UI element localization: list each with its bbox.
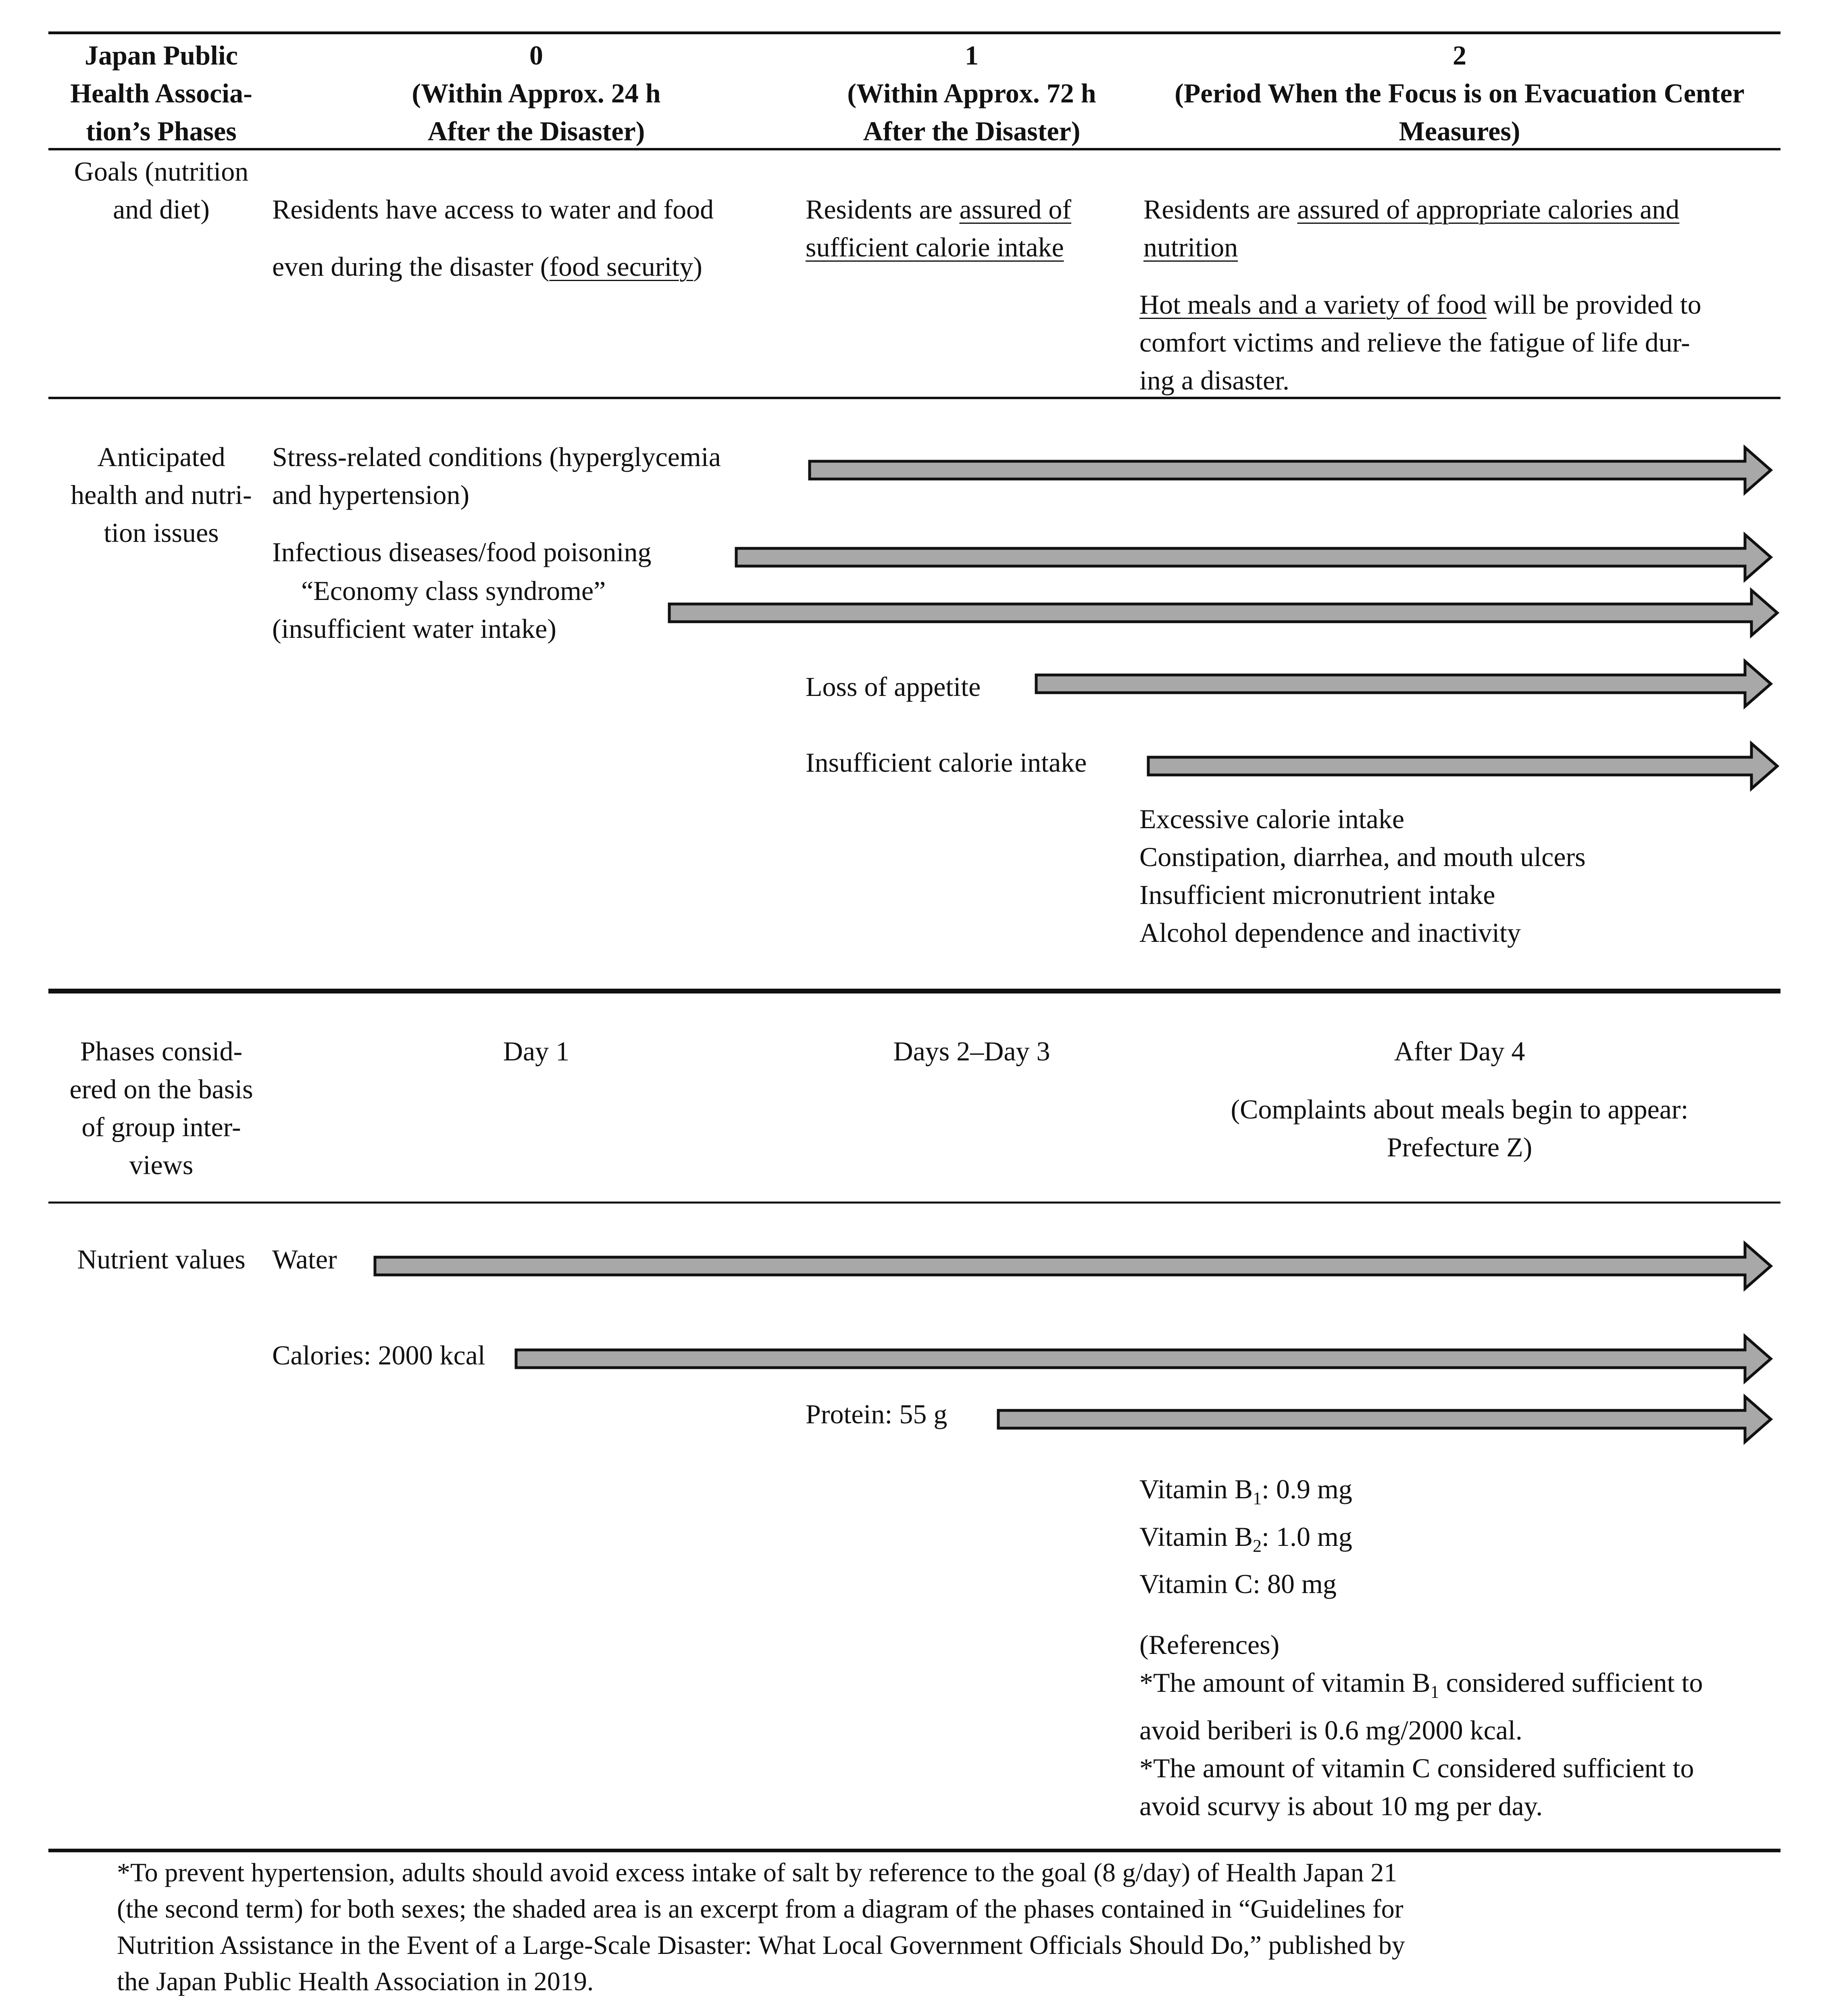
- issues-label: Anticipated health and nutri- tion issues: [71, 442, 252, 548]
- arrow-infectious-diseases: [735, 533, 1772, 581]
- nutrient-vitamins: Vitamin $B_1$: 0.9 mg Vitamin $B_2$: 1.0 mg Vitamin C: 80 mg: [1139, 1474, 1352, 1599]
- issue-later-list: Excessive calorie intake Constipation, diarrhea, and mouth ulcers Insufficient micronutrient intake Alcohol dependence and inactivity: [1139, 804, 1586, 948]
- goal-phase-2: Residents are assured of appropriate calories and nutrition: [1143, 194, 1680, 262]
- issue-appetite: Loss of appetite: [806, 671, 981, 702]
- issues-rule: [48, 989, 1780, 993]
- phase-after-day-4: After Day 4: [1394, 1036, 1525, 1066]
- nutrient-water: Water: [272, 1244, 337, 1275]
- issue-calorie: Insufficient calorie intake: [806, 747, 1087, 778]
- issue-economy-class: “Economy class syndrome” (insufficient water intake): [272, 575, 606, 644]
- phase-complaints: (Complaints about meals begin to appear: Prefecture Z): [1231, 1094, 1689, 1162]
- nutrients-label: Nutrient values: [77, 1244, 246, 1275]
- goal-phase-2-hot-meals: Hot meals and a variety of food will be provided to comfort victims and relieve the fatigue of life dur- ing a disaster.: [1139, 289, 1701, 396]
- goal-phase-0: Residents have access to water and food even during the disaster (food security): [272, 194, 714, 282]
- arrow-water: [373, 1242, 1772, 1290]
- nutrient-calories: Calories: 2000 kcal: [272, 1340, 485, 1370]
- arrow-shape: [998, 1397, 1771, 1442]
- arrow-shape: [810, 448, 1771, 493]
- bottom-rule: [48, 1849, 1780, 1852]
- phases-rule: [48, 1202, 1780, 1204]
- header-phase-label: Japan Public Health Associa- tion’s Phases: [70, 40, 252, 146]
- arrow-protein: [997, 1395, 1772, 1443]
- arrow-shape: [516, 1336, 1771, 1381]
- goal-phase-1: Residents are assured of sufficient calorie intake: [806, 194, 1072, 262]
- header-phase-0: 0 (Within Approx. 24 h After the Disaster): [412, 40, 661, 146]
- arrow-calories: [514, 1335, 1772, 1383]
- arrow-insufficient-calorie: [1147, 742, 1779, 790]
- arrow-economy-class: [668, 589, 1779, 637]
- arrow-shape: [1148, 744, 1777, 789]
- phase-days-2-3: Days 2–Day 3: [893, 1036, 1050, 1066]
- arrow-shape: [1036, 661, 1771, 706]
- phase-day-1: Day 1: [503, 1036, 570, 1066]
- issue-infectious: Infectious diseases/food poisoning: [272, 537, 652, 567]
- goals-label: Goals (nutrition and diet): [74, 156, 249, 225]
- nutrient-protein: Protein: 55 g: [806, 1399, 947, 1429]
- arrow-stress-conditions: [808, 446, 1772, 494]
- arrow-shape: [669, 590, 1777, 635]
- header-phase-2: 2 (Period When the Focus is on Evacuation Center Measures): [1174, 40, 1745, 146]
- nutrient-references: (References) *The amount of vitamin $B_1$ considered sufficient to avoid beriberi is 0.6 mg/2000 kcal. *The amount of vitamin C considered sufficient to avoid scurvy is about 10 mg per day.: [1139, 1629, 1703, 1821]
- arrow-shape: [736, 535, 1771, 580]
- footnote: *To prevent hypertension, adults should avoid excess intake of salt by reference to the goal (8 g/day) of Health Japan 21 (the second term) for both sexes; the shaded area is an excerpt from a diagram of the phases contained in “Guidelines for Nutrition Assistance in the Event of a Large-Scale Disaster: What Local Government Officials Should Do,” published by the Japan Public Health Association in 2019.: [117, 1858, 1405, 1996]
- arrow-loss-of-appetite: [1035, 660, 1772, 708]
- group-phases-label: Phases consid- ered on the basis of group inter- views: [69, 1036, 253, 1180]
- header-phase-1: 1 (Within Approx. 72 h After the Disaster): [847, 40, 1096, 146]
- top-rule: [48, 31, 1780, 34]
- issue-stress: Stress-related conditions (hyperglycemia and hypertension): [272, 442, 721, 510]
- arrow-shape: [375, 1243, 1771, 1289]
